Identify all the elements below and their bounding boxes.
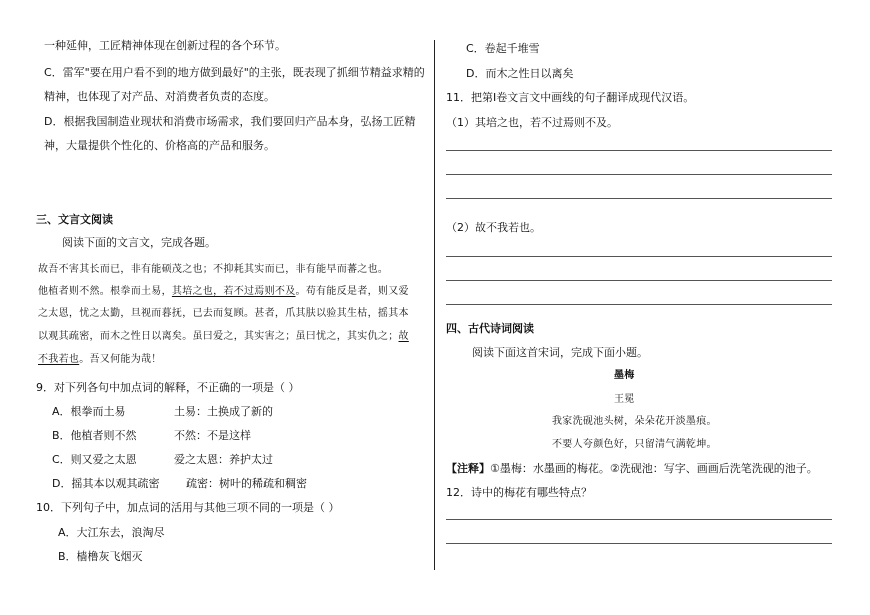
column-divider [434, 40, 435, 570]
q9-option-a: A．根拳而土易 [52, 405, 126, 418]
q9-option-b: B．他植者则不然 [52, 429, 137, 442]
note-text: ①墨梅：水墨画的梅花。②洗砚池：写字、画画后洗笔洗砚的池子。 [490, 462, 818, 475]
passage-line4-text: 以观其疏密，而木之性日以离矣。虽曰爱之，其实害之；虽曰忧之，其实仇之； [38, 331, 399, 342]
poem-line1: 我家洗砚池头树，朵朵花开淡墨痕。 [552, 416, 717, 427]
q9-option-a-gloss: 土易：土换成了新的 [174, 405, 273, 418]
poem-title: 墨梅 [614, 370, 635, 381]
answer-line [446, 304, 832, 305]
underlined-sentence-1: 其培之也，若不过焉则不及 [171, 286, 296, 297]
underlined-sentence-2-end: 不我若也 [38, 354, 80, 365]
note [446, 462, 818, 476]
answer-line [446, 519, 832, 520]
q9-option-c-gloss: 爱之太恩：养护太过 [174, 453, 273, 466]
answer-line [446, 280, 832, 281]
q10-option-c: C．卷起千堆雪 [466, 42, 540, 55]
q10-option-b: B．樯橹灰飞烟灭 [58, 550, 143, 563]
q9-option-d: D．摇其本以观其疏密 [52, 477, 160, 490]
answer-line [446, 174, 832, 175]
passage-line2 [38, 285, 409, 299]
q11-sub1: （1）其培之也，若不过焉则不及。 [446, 116, 618, 129]
q9-option-d-gloss: 疏密：树叶的稀疏和稠密 [186, 477, 307, 490]
question-12-stem: 12．诗中的梅花有哪些特点？ [446, 486, 592, 499]
q9-option-c: C．则又爱之太恩 [52, 453, 137, 466]
note-label: 【注释】 [446, 462, 490, 475]
answer-line [446, 256, 832, 257]
option-d-line2: 神，大量提供个性化的、价格高的产品和服务。 [44, 139, 275, 152]
question-10-stem: 10．下列句子中，加点词的活用与其他三项不同的一项是（ ） [36, 501, 340, 514]
passage-line1: 故吾不害其长而已，非有能硕茂之也；不抑耗其实而已，非有能早而蕃之也。 [38, 264, 389, 275]
passage-line2-part1: 他植者则不然。根拳而土易， [38, 286, 172, 297]
poem-line2: 不要人夸颜色好，只留清气满乾坤。 [552, 439, 717, 450]
question-11-stem: 11．把第Ⅰ卷文言文中画线的句子翻译成现代汉语。 [446, 91, 695, 104]
passage-line2-part3: 。苟有能反是者，则又爱 [295, 286, 409, 297]
option-c-line2: 精神，也体现了对产品、对消费者负责的态度。 [44, 90, 275, 103]
answer-line [446, 198, 832, 199]
poem-author: 王冕 [614, 394, 635, 405]
section4-intro: 阅读下面这首宋词，完成下面小题。 [472, 346, 648, 359]
section3-title: 三、文言文阅读 [36, 213, 113, 226]
section3-intro: 阅读下面的文言文，完成各题。 [62, 236, 216, 249]
passage-line4 [38, 330, 409, 344]
passage-line5-text: 。吾又何能为哉！ [79, 354, 162, 365]
question-9-stem: 9．对下列各句中加点词的解释，不正确的一项是（ ） [36, 381, 300, 394]
q10-option-a: A．大江东去，浪淘尽 [58, 526, 165, 539]
answer-line [446, 543, 832, 544]
q11-sub2: （2）故不我若也。 [446, 221, 541, 234]
answer-line [446, 150, 832, 151]
section4-title: 四、古代诗词阅读 [446, 322, 534, 335]
underlined-sentence-2-start: 故 [398, 331, 409, 342]
passage-line3: 之太恩，忧之太勤，旦视而暮抚，已去而复顾。甚者，爪其肤以验其生枯，摇其本 [38, 308, 409, 319]
passage-line5 [38, 353, 162, 367]
q9-option-b-gloss: 不然：不是这样 [174, 429, 251, 442]
option-d-line1: D．根据我国制造业现状和消费市场需求，我们要回归产品本身，弘扬工匠精 [44, 115, 416, 128]
q10-option-d: D．而木之性日以离矣 [466, 67, 574, 80]
option-c-line1: C．雷军"要在用户看不到的地方做到最好"的主张，既表现了抓细节精益求精的 [44, 66, 425, 79]
passage-continuation: 一种延伸，工匠精神体现在创新过程的各个环节。 [44, 39, 286, 52]
